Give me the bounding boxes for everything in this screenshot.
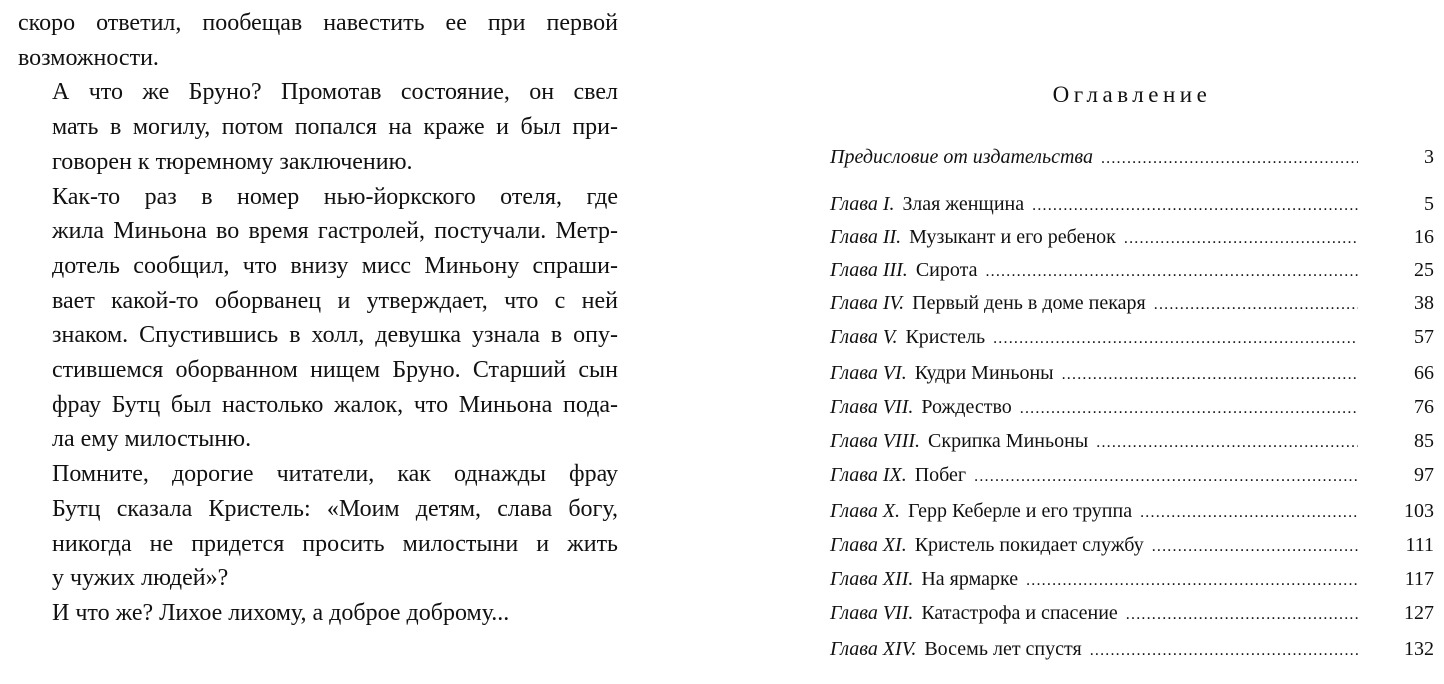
toc-page-number: 57 [1414,326,1434,348]
toc-entry-label [830,534,1144,557]
toc-dot-leader [1154,296,1358,314]
toc-entry [830,464,1434,494]
toc-dot-leader [1026,572,1358,590]
toc-entry [830,362,1434,392]
toc-entry [830,226,1434,256]
text-line: Бутц сказала Кристель: «Моим детям, слава богу, [52,495,618,522]
toc-chapter-title: Злая женщина [902,193,1025,215]
toc-entry-label [830,193,1024,216]
left-page-text [18,6,618,631]
toc-entry [830,638,1434,668]
text-line: говорен к тюремному заключению. [52,148,413,175]
toc-dot-leader [1101,150,1358,168]
table-of-contents [830,0,1434,684]
toc-dot-leader [1096,434,1358,452]
toc-entry-label [830,430,1088,453]
toc-page-number: 97 [1414,464,1434,486]
toc-chapter-number: Глава XI. [830,534,907,556]
toc-dot-leader [1090,642,1358,660]
toc-page-number: 25 [1414,259,1434,281]
toc-entry-label [830,292,1146,315]
text-line: знаком. Спустившись в холл, девушка узнала в опу- [52,322,618,349]
toc-entry [830,396,1434,426]
paragraph [18,596,618,631]
toc-entry [830,430,1434,460]
toc-entry-label [830,568,1018,591]
toc-entry-label [830,396,1012,419]
toc-entry-label [830,464,966,487]
toc-entry-label [830,500,1132,523]
toc-entry [830,326,1434,356]
paragraph [18,75,618,179]
toc-page-number: 66 [1414,362,1434,384]
toc-dot-leader [1126,606,1358,624]
toc-page-number: 127 [1404,602,1434,624]
toc-chapter-title: Кристель покидает службу [914,534,1144,556]
toc-chapter-title: На ярмарке [921,568,1019,590]
text-line: мать в могилу, потом попался на краже и был при- [52,114,618,141]
toc-chapter-number: Глава X. [830,500,901,522]
toc-entry-label [830,602,1118,625]
text-line: Как-то раз в номер нью-йоркского отеля, где [52,183,618,210]
paragraph [18,457,618,596]
text-line: скоро ответил, пообещав навестить ее при первой [18,10,618,36]
text-line: А что же Бруно? Промотав состояние, он свел [52,79,618,106]
toc-chapter-number: Глава VIII. [830,430,921,452]
toc-entry-label [830,326,985,349]
toc-chapter-title: Скрипка Миньоны [928,430,1089,452]
toc-chapter-title: Первый день в доме пекаря [912,292,1146,314]
text-line: никогда не придется просить милостыни и жить [52,530,618,557]
toc-entry-label [830,362,1054,385]
toc-dot-leader [1032,197,1358,215]
paragraph [18,6,618,75]
toc-dot-leader [1152,538,1358,556]
toc-chapter-title: Побег [914,464,967,486]
toc-page-number: 111 [1405,534,1434,556]
toc-dot-leader [1124,230,1358,248]
toc-chapter-number: Глава I. [830,193,895,215]
toc-entry [830,259,1434,289]
toc-chapter-number: Глава XII. [830,568,914,590]
toc-dot-leader [1020,400,1358,418]
toc-heading: Оглавление [1052,82,1212,107]
toc-chapter-number: Глава VII. [830,602,914,624]
toc-chapter-title: Катастрофа и спасение [921,602,1118,624]
toc-chapter-number: Глава V. [830,326,898,348]
toc-page-number: 76 [1414,396,1434,418]
toc-entry [830,602,1434,632]
toc-chapter-number: Глава II. [830,226,902,248]
toc-chapter-number: Глава XIV. [830,638,917,660]
toc-page-number: 117 [1404,568,1434,590]
text-line: возможности. [18,44,159,71]
toc-page-number: 16 [1414,226,1434,248]
toc-entry-label [830,638,1082,661]
text-line: И что же? Лихое лихому, а доброе доброму... [52,599,510,626]
toc-page-number: 85 [1414,430,1434,452]
toc-chapter-title: Кристель [905,326,986,348]
toc-entry [830,568,1434,598]
toc-chapter-title: Музыкант и его ребенок [909,226,1116,248]
toc-entry [830,292,1434,322]
text-line: у чужих людей»? [52,565,229,592]
toc-entry-label [830,146,1093,169]
toc-page-number: 38 [1414,292,1434,314]
text-line: стившемся оборванном нищем Бруно. Старший сын [52,357,618,384]
paragraph [18,180,618,458]
text-line: вает какой-то оборванец и утверждает, что с ней [52,287,618,314]
toc-page-number: 5 [1424,193,1434,215]
toc-chapter-number: Предисловие от издательства [830,146,1093,168]
text-line: Помните, дорогие читатели, как однажды фрау [52,461,618,488]
toc-dot-leader [974,468,1358,486]
toc-chapter-title: Рождество [921,396,1012,418]
toc-dot-leader [985,263,1358,281]
toc-entry [830,500,1434,530]
toc-chapter-number: Глава III. [830,259,908,281]
toc-entry [830,193,1434,223]
toc-page-number: 132 [1404,638,1434,660]
toc-chapter-number: Глава IX. [830,464,907,486]
text-line: дотель сообщил, что внизу мисс Миньону спраши- [52,252,618,279]
toc-page-number: 103 [1404,500,1434,522]
toc-chapter-title: Сирота [915,259,978,281]
toc-entry [830,534,1434,564]
toc-entry-label [830,259,977,282]
toc-dot-leader [1140,504,1358,522]
toc-chapter-title: Кудри Миньоны [914,362,1054,384]
text-line: жила Миньона во время гастролей, постучали. Метр- [52,218,618,245]
text-line: фрау Бутц был настолько жалок, что Миньона пода- [52,391,618,418]
toc-page-number: 3 [1424,146,1434,168]
toc-chapter-number: Глава IV. [830,292,905,314]
toc-chapter-number: Глава VI. [830,362,907,384]
toc-entry [830,146,1434,176]
toc-entry-label [830,226,1116,249]
toc-chapter-title: Герр Кеберле и его труппа [908,500,1133,522]
text-line: ла ему милостыню. [52,426,252,453]
toc-chapter-title: Восемь лет спустя [924,638,1082,660]
toc-dot-leader [993,330,1358,348]
toc-chapter-number: Глава VII. [830,396,914,418]
toc-dot-leader [1062,366,1358,384]
